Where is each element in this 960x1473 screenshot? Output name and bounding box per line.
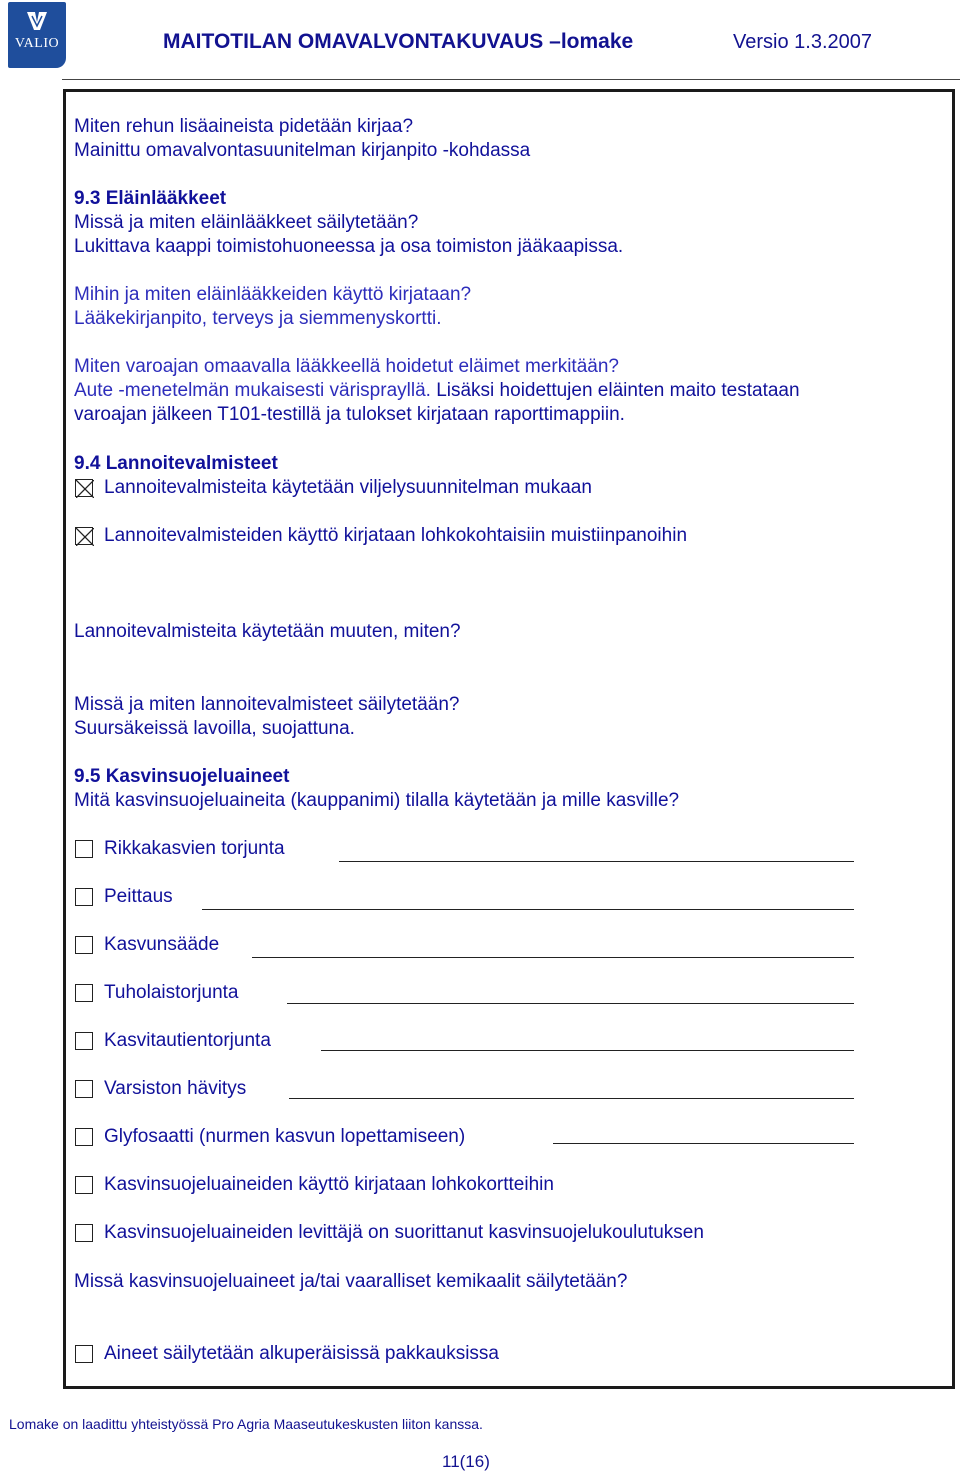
checkbox-original-packaging[interactable]: [75, 1345, 93, 1363]
checkbox-label-fertilizer-plan: Lannoitevalmisteita käytetään viljelysuunnitelman mukaan: [104, 477, 592, 498]
seed-dressing-fill-line[interactable]: [202, 909, 854, 910]
checkbox-label-weed-control: Rikkakasvien torjunta: [104, 838, 285, 859]
question-fertilizer-storage: Missä ja miten lannoitevalmisteet säilytetään?: [74, 694, 460, 715]
question-medicine-storage: Missä ja miten eläinlääkkeet säilytetään?: [74, 212, 419, 233]
disease-control-fill-line[interactable]: [321, 1050, 854, 1051]
logo-emblem-icon: [25, 10, 49, 32]
checkbox-cross-icon: [76, 480, 94, 498]
checkbox-label-original-packaging: Aineet säilytetään alkuperäisissä pakkauksissa: [104, 1343, 499, 1364]
answer-medicine-recording: Lääkekirjanpito, terveys ja siemmenyskortti.: [74, 308, 442, 329]
question-animal-marking: Miten varoajan omaavalla lääkkeellä hoidetut eläimet merkitään?: [74, 356, 619, 377]
answer-animal-marking-part-b: Lisäksi hoidettujen eläinten maito testataan: [430, 380, 800, 401]
checkbox-cross-icon: [76, 528, 94, 546]
page-number: 11(16): [442, 1452, 490, 1471]
valio-logo: [8, 2, 66, 68]
question-medicine-recording: Mihin ja miten eläinlääkkeiden käyttö kirjataan?: [74, 284, 472, 305]
checkbox-label-disease-control: Kasvitautientorjunta: [104, 1030, 271, 1051]
footer-note: Lomake on laadittu yhteistyössä Pro Agria Maaseutukeskusten liiton kanssa.: [9, 1416, 483, 1432]
checkbox-pest-control[interactable]: [75, 984, 93, 1002]
document-title: MAITOTILAN OMAVALVONTAKUVAUS –lomake: [163, 30, 634, 53]
checkbox-fertilizer-plan[interactable]: [75, 479, 93, 497]
checkbox-disease-control[interactable]: [75, 1032, 93, 1050]
checkbox-applicator-training[interactable]: [75, 1224, 93, 1242]
glyphosate-fill-line[interactable]: [553, 1143, 854, 1144]
checkbox-weed-control[interactable]: [75, 840, 93, 858]
checkbox-label-recorded-field-cards: Kasvinsuojeluaineiden käyttö kirjataan lohkokortteihin: [104, 1174, 554, 1195]
question-fertilizer-other-use: Lannoitevalmisteita käytetään muuten, miten?: [74, 621, 461, 642]
header-divider: [62, 79, 960, 80]
checkbox-label-fertilizer-recording: Lannoitevalmisteiden käyttö kirjataan lohkokohtaisiin muistiinpanoihin: [104, 525, 688, 546]
document-version: Versio 1.3.2007: [733, 31, 872, 53]
checkbox-label-seed-dressing: Peittaus: [104, 886, 173, 907]
question-chemical-storage: Missä kasvinsuojeluaineet ja/tai vaaralliset kemikaalit säilytetään?: [74, 1271, 628, 1292]
answer-fertilizer-storage: Suursäkeissä lavoilla, suojattuna.: [74, 718, 355, 739]
checkbox-label-growth-regulator: Kasvunsääde: [104, 934, 220, 955]
pest-control-fill-line[interactable]: [287, 1003, 854, 1004]
section-heading-9-3: 9.3 Eläinlääkkeet: [74, 188, 227, 209]
checkbox-label-glyphosate: Glyfosaatti (nurmen kasvun lopettamiseen): [104, 1126, 466, 1147]
checkbox-label-pest-control: Tuholaistorjunta: [104, 982, 239, 1003]
answer-animal-marking-line-1: [74, 379, 800, 403]
checkbox-haulm-destruction[interactable]: [75, 1080, 93, 1098]
checkbox-growth-regulator[interactable]: [75, 936, 93, 954]
haulm-destruction-fill-line[interactable]: [289, 1098, 854, 1099]
checkbox-label-applicator-training: Kasvinsuojeluaineiden levittäjä on suorittanut kasvinsuojelukoulutuksen: [104, 1222, 704, 1243]
checkbox-label-haulm-destruction: Varsiston hävitys: [104, 1078, 247, 1099]
answer-feed-additives: Mainittu omavalvontasuunitelman kirjanpito -kohdassa: [74, 140, 531, 161]
logo-text: VALIO: [14, 36, 60, 51]
answer-medicine-storage: Lukittava kaappi toimistohuoneessa ja osa toimiston jääkaapissa.: [74, 236, 624, 257]
weed-control-fill-line[interactable]: [339, 861, 854, 862]
checkbox-seed-dressing[interactable]: [75, 888, 93, 906]
section-heading-9-5: 9.5 Kasvinsuojeluaineet: [74, 766, 290, 787]
checkbox-glyphosate[interactable]: [75, 1128, 93, 1146]
checkbox-fertilizer-recording[interactable]: [75, 527, 93, 545]
section-heading-9-4: 9.4 Lannoitevalmisteet: [74, 453, 278, 474]
checkbox-recorded-field-cards[interactable]: [75, 1176, 93, 1194]
question-feed-additives: Miten rehun lisäaineista pidetään kirjaa?: [74, 116, 414, 137]
answer-animal-marking-part-a: Aute -menetelmän mukaisesti värisprayllä.: [74, 380, 431, 401]
growth-regulator-fill-line[interactable]: [252, 957, 854, 958]
answer-animal-marking-line-2: varoajan jälkeen T101-testillä ja tulokset kirjataan raporttimappiin.: [74, 404, 625, 425]
question-plant-protection: Mitä kasvinsuojeluaineita (kauppanimi) tilalla käytetään ja mille kasville?: [74, 790, 680, 811]
